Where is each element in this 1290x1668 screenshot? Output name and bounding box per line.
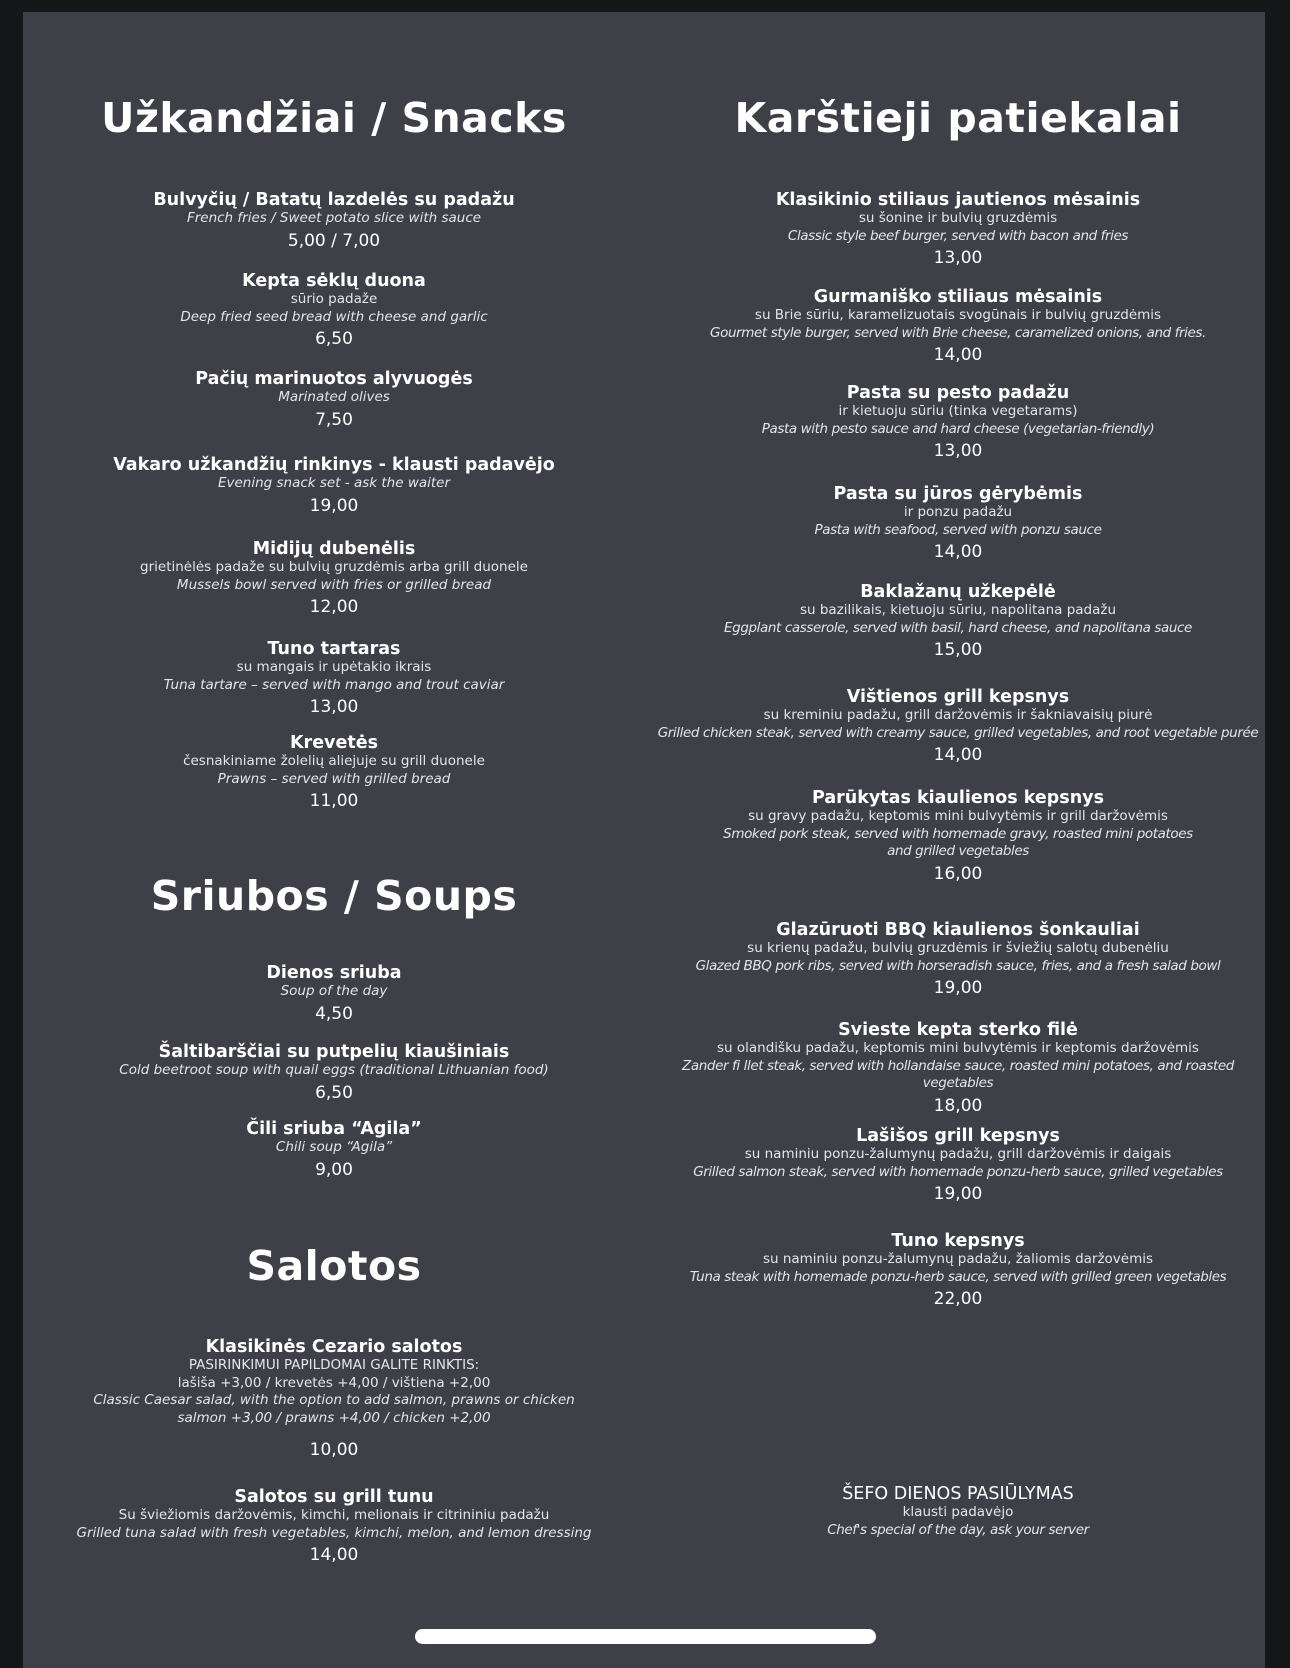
item-description: ir ponzu padažu bbox=[903, 504, 1013, 520]
item-english: Classic style beef burger, served with bacon and fries bbox=[787, 227, 1129, 244]
item-options: lašiša +3,00 / krevetės +4,00 / vištiena +2,00 bbox=[177, 1374, 491, 1391]
item-price: 6,50 bbox=[315, 329, 353, 349]
menu-item bbox=[645, 383, 1271, 462]
item-name: Svieste kepta sterko filė bbox=[838, 1020, 1078, 1040]
item-description: česnakiniame žolelių aliejuje su grill duonele bbox=[183, 753, 485, 769]
item-name: Lašišos grill kepsnys bbox=[856, 1126, 1060, 1146]
item-price: 18,00 bbox=[933, 1095, 983, 1116]
item-english: French fries / Sweet potato slice with sauce bbox=[186, 210, 482, 226]
item-english: Prawns – served with grilled bread bbox=[217, 770, 451, 787]
item-name: Čili sriuba “Agila” bbox=[246, 1119, 422, 1139]
item-description: su olandišku padažu, keptomis mini bulvytėmis ir keptomis daržovėmis bbox=[717, 1040, 1199, 1056]
item-description: PASIRINKIMUI PAPILDOMAI GALITE RINKTIS: bbox=[188, 1357, 480, 1373]
menu-item bbox=[645, 687, 1271, 766]
item-price: 14,00 bbox=[933, 542, 983, 562]
home-indicator-bar[interactable] bbox=[415, 1629, 876, 1644]
item-description: su kreminiu padažu, grill daržovėmis ir šakniavaisių piurė bbox=[763, 707, 1153, 723]
menu-item bbox=[645, 1126, 1271, 1205]
item-english: Pasta with seafood, served with ponzu sauce bbox=[814, 521, 1102, 538]
menu-item bbox=[645, 920, 1271, 999]
menu-item bbox=[645, 1231, 1271, 1310]
menu-item bbox=[23, 539, 645, 618]
item-name: Tuno kepsnys bbox=[891, 1231, 1025, 1251]
item-price: 7,50 bbox=[315, 409, 353, 430]
item-english: Tuna steak with homemade ponzu-herb sauce, served with grilled green vegetables bbox=[689, 1268, 1227, 1285]
item-name: Vištienos grill kepsnys bbox=[846, 687, 1070, 707]
item-price: 19,00 bbox=[933, 1184, 983, 1204]
item-name: Pačių marinuotos alyvuogės bbox=[195, 369, 473, 389]
item-price: 14,00 bbox=[933, 745, 983, 765]
menu-item bbox=[23, 1337, 645, 1461]
item-english: Evening snack set - ask the waiter bbox=[217, 475, 451, 491]
menu-item bbox=[645, 1020, 1271, 1117]
menu-item bbox=[645, 484, 1271, 563]
item-description: su bazilikais, kietuoju sūriu, napolitana padažu bbox=[799, 602, 1117, 618]
item-price: 9,00 bbox=[315, 1159, 353, 1180]
item-price: 10,00 bbox=[309, 1440, 359, 1460]
item-name: Klasikinio stiliaus jautienos mėsainis bbox=[775, 190, 1141, 210]
item-name: Gurmaniško stiliaus mėsainis bbox=[813, 287, 1103, 307]
item-name: Kepta sėklų duona bbox=[242, 271, 426, 291]
item-price: 19,00 bbox=[309, 495, 359, 516]
item-english: Smoked pork steak, served with homemade gravy, roasted mini potatoes bbox=[723, 825, 1193, 842]
item-price: 4,50 bbox=[315, 1003, 353, 1024]
item-english: Deep fried seed bread with cheese and garlic bbox=[180, 308, 488, 325]
item-description: grietinėlės padaže su bulvių gruzdėmis arba grill duonele bbox=[140, 559, 528, 575]
chef-special-title: ŠEFO DIENOS PASIŪLYMAS bbox=[842, 1484, 1074, 1504]
menu-page bbox=[23, 12, 1265, 1668]
chef-special-description: klausti padavėjo bbox=[902, 1504, 1014, 1520]
item-description: Su šviežiomis daržovėmis, kimchi, melionais ir citrininiu padažu bbox=[118, 1507, 550, 1523]
menu-item bbox=[23, 271, 645, 350]
item-english-cont: and grilled vegetables bbox=[887, 843, 1029, 859]
item-english: Grilled tuna salad with fresh vegetables, kimchi, melon, and lemon dressing bbox=[76, 1524, 592, 1541]
menu-item bbox=[23, 455, 645, 517]
item-description: su naminiu ponzu-žalumynų padažu, grill daržovėmis ir daigais bbox=[744, 1146, 1172, 1162]
snacks-heading: Užkandžiai / Snacks bbox=[101, 94, 567, 142]
item-description: su Brie sūriu, karamelizuotais svogūnais ir bulvių gruzdėmis bbox=[754, 307, 1162, 323]
item-english: Glazed BBQ pork ribs, served with horseradish sauce, fries, and a fresh salad bowl bbox=[695, 957, 1221, 974]
menu-item bbox=[645, 190, 1271, 269]
item-name: Salotos su grill tunu bbox=[234, 1487, 434, 1507]
item-price: 13,00 bbox=[933, 248, 983, 268]
item-name: Bulvyčių / Batatų lazdelės su padažu bbox=[153, 190, 515, 210]
item-name: Klasikinės Cezario salotos bbox=[205, 1337, 463, 1357]
chef-special-english: Chef's special of the day, ask your server bbox=[827, 1521, 1089, 1538]
item-english: Gourmet style burger, served with Brie cheese, caramelized onions, and fries. bbox=[710, 324, 1206, 341]
soups-heading: Sriubos / Soups bbox=[150, 872, 518, 920]
menu-item bbox=[23, 369, 645, 431]
item-name: Vakaro užkandžių rinkinys - klausti padavėjo bbox=[113, 455, 555, 475]
item-name: Glazūruoti BBQ kiaulienos šonkauliai bbox=[776, 920, 1140, 940]
item-description: su gravy padažu, keptomis mini bulvytėmis ir grill daržovėmis bbox=[748, 808, 1168, 824]
item-english: Classic Caesar salad, with the option to add salmon, prawns or chicken bbox=[93, 1392, 575, 1408]
item-english: Mussels bowl served with fries or grilled bread bbox=[176, 576, 492, 593]
menu-item bbox=[23, 1119, 645, 1181]
item-english: Chili soup “Agila” bbox=[275, 1139, 393, 1155]
item-english: Eggplant casserole, served with basil, hard cheese, and napolitana sauce bbox=[724, 619, 1192, 636]
item-english: Grilled chicken steak, served with creamy sauce, grilled vegetables, and root vegetable purée bbox=[657, 724, 1259, 741]
item-price: 14,00 bbox=[309, 1545, 359, 1565]
hot-dishes-heading: Karštieji patiekalai bbox=[734, 94, 1182, 142]
item-description: su mangais ir upėtakio ikrais bbox=[236, 659, 432, 675]
item-price: 5,00 / 7,00 bbox=[287, 230, 381, 251]
item-name: Šaltibarščiai su putpelių kiaušiniais bbox=[158, 1042, 510, 1062]
item-name: Dienos sriuba bbox=[266, 963, 402, 983]
item-english: Grilled salmon steak, served with homemade ponzu-herb sauce, grilled vegetables bbox=[693, 1163, 1223, 1180]
item-name: Tuno tartaras bbox=[267, 639, 401, 659]
menu-item bbox=[645, 287, 1271, 366]
item-description: su krienų padažu, bulvių gruzdėmis ir šviežių salotų dubenėliu bbox=[747, 940, 1169, 956]
chef-special bbox=[645, 1484, 1271, 1539]
item-price: 14,00 bbox=[933, 345, 983, 365]
item-price: 22,00 bbox=[933, 1289, 983, 1309]
item-price: 19,00 bbox=[933, 978, 983, 998]
item-name: Baklažanų užkepėlė bbox=[860, 582, 1056, 602]
item-description: ir kietuoju sūriu (tinka vegetarams) bbox=[838, 403, 1078, 419]
item-description: sūrio padaže bbox=[290, 291, 378, 307]
item-price: 15,00 bbox=[933, 640, 983, 660]
item-name: Midijų dubenėlis bbox=[252, 539, 416, 559]
item-price: 12,00 bbox=[309, 597, 359, 617]
item-english: Tuna tartare – served with mango and trout caviar bbox=[163, 676, 505, 693]
item-price: 13,00 bbox=[933, 441, 983, 461]
salads-heading: Salotos bbox=[246, 1242, 422, 1290]
item-english: Zander fi llet steak, served with hollandaise sauce, roasted mini potatoes, and roasted vegetables bbox=[682, 1057, 1234, 1091]
item-options-english: salmon +3,00 / prawns +4,00 / chicken +2,00 bbox=[177, 1409, 491, 1426]
item-description: su naminiu ponzu-žalumynų padažu, žaliomis daržovėmis bbox=[762, 1251, 1154, 1267]
item-price: 6,50 bbox=[315, 1082, 353, 1103]
item-english: Marinated olives bbox=[278, 389, 390, 405]
menu-item bbox=[23, 963, 645, 1025]
menu-item bbox=[23, 1487, 645, 1566]
menu-item bbox=[23, 639, 645, 718]
item-price: 11,00 bbox=[309, 791, 359, 811]
item-name: Parūkytas kiaulienos kepsnys bbox=[811, 788, 1104, 808]
menu-item bbox=[23, 733, 645, 812]
item-name: Pasta su pesto padažu bbox=[846, 383, 1070, 403]
menu-item bbox=[645, 582, 1271, 661]
menu-item bbox=[645, 788, 1271, 885]
menu-item bbox=[23, 190, 645, 252]
item-price: 13,00 bbox=[309, 697, 359, 717]
item-english: Soup of the day bbox=[280, 983, 388, 999]
item-name: Krevetės bbox=[290, 733, 378, 753]
item-english: Pasta with pesto sauce and hard cheese (vegetarian-friendly) bbox=[761, 420, 1155, 437]
item-name: Pasta su jūros gėrybėmis bbox=[833, 484, 1083, 504]
item-english: Cold beetroot soup with quail eggs (traditional Lithuanian food) bbox=[119, 1062, 549, 1078]
menu-item bbox=[23, 1042, 645, 1104]
item-description: su šonine ir bulvių gruzdėmis bbox=[858, 210, 1058, 226]
item-price: 16,00 bbox=[933, 863, 983, 884]
